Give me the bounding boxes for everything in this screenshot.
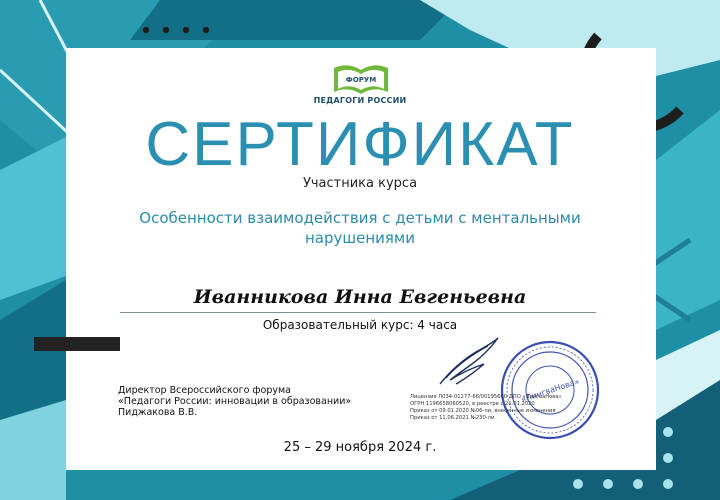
director-name: Пиджакова В.В. <box>118 407 198 418</box>
signature-icon <box>436 334 506 390</box>
stamp-center-text: «ЛингваНова» <box>519 376 581 405</box>
license-line2: ОГРН 1196658060520, в реестре с 21.01.2020 <box>410 401 535 407</box>
certificate-title: СЕРТИФИКАТ <box>145 110 575 179</box>
license-line3: Приказ от 09.01.2020 №06-ли, внесенные изменения <box>410 408 556 414</box>
stamp-icon <box>498 338 602 442</box>
logo-line1: ФОРУМ <box>345 76 377 84</box>
course-title-line2: нарушениями <box>305 229 415 247</box>
recipient-name: Иванникова Инна Евгеньевна <box>193 286 527 308</box>
director-block <box>118 385 398 418</box>
certificate-subtitle: Участника курса <box>302 176 418 191</box>
course-dates: 25 – 29 ноября 2024 г. <box>283 440 437 455</box>
logo-caption: ПЕДАГОГИ РОССИИ <box>313 96 407 105</box>
license-line4: Приказ от 11.06.2021 №230-ли <box>410 415 495 421</box>
license-block <box>410 394 610 422</box>
name-underline <box>120 312 596 313</box>
director-line2: «Педагоги России: инновации в образовании» <box>118 396 352 407</box>
director-line1: Директор Всероссийского форума <box>118 385 291 396</box>
decorative-bar <box>34 337 120 351</box>
course-title-line1: Особенности взаимодействия с детьми с ментальными <box>139 209 581 227</box>
course-title <box>110 208 610 248</box>
license-line1: Лицензия Л034-01277-66/00195660 ДПО «ЛингваНова» <box>410 394 562 400</box>
course-hours: Образовательный курс: 4 часа <box>262 318 458 332</box>
